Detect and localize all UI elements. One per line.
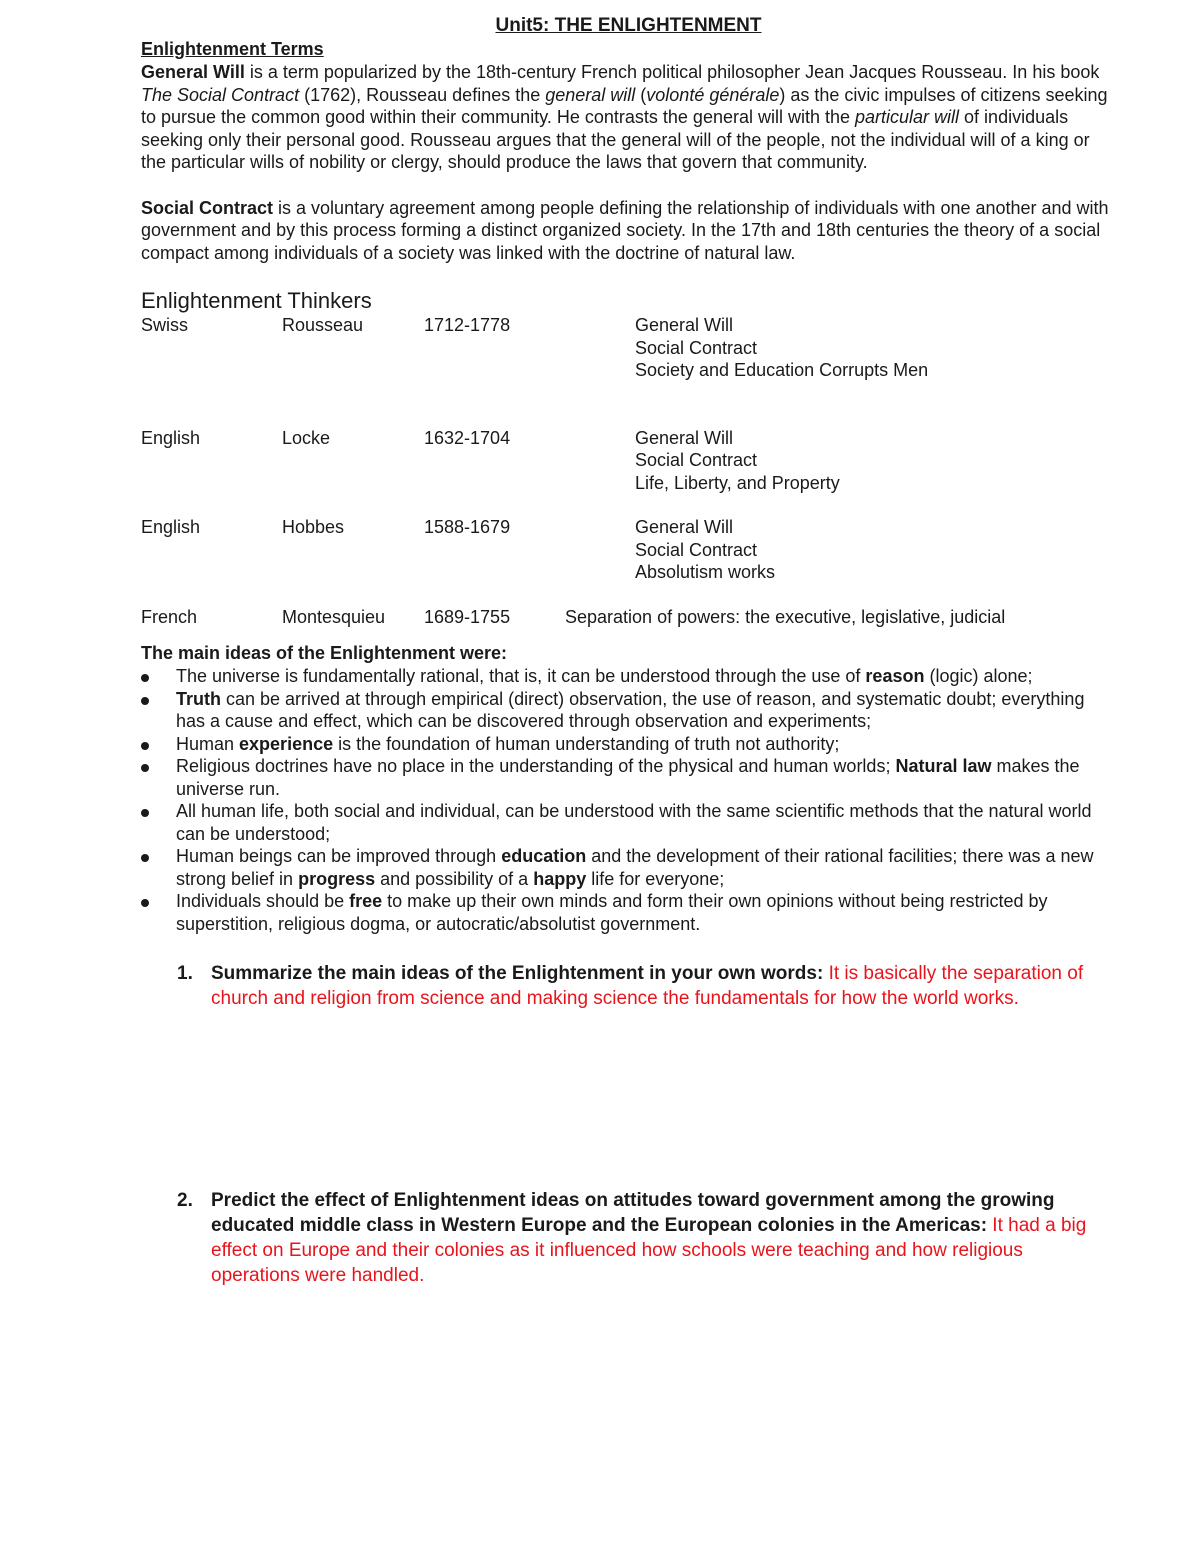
main-ideas-list bbox=[141, 665, 1116, 935]
social-contract-term: Social Contract bbox=[141, 197, 274, 218]
list-item: Human beings can be improved through education and the development of their rational facilities; there was a new strong belief in progress and possibility of a happy life for everyone; bbox=[141, 845, 1116, 890]
worksheet-page bbox=[141, 14, 1116, 1288]
main-ideas-heading: The main ideas of the Enlightenment were: bbox=[141, 643, 508, 663]
general-will-paragraph: General Will is a term popularized by the 18th-century French political philosopher Jean Jacques Rousseau. In his book The Social Contract (1762), Rousseau defines the general will (volonté générale) as the civic impulses of citizens seeking to pursue the common good within their community. He contrasts the general will with the particular will of individuals seeking only their personal good. Rousseau argues that the general will of the people, not the individual will of a king or the particular wills of nobility or clergy, should produce the laws that govern that community. bbox=[141, 62, 1108, 172]
question-2: 2. Predict the effect of Enlightenment ideas on attitudes toward government among the growing educated middle class in Western Europe and the European colonies in the Americas: It had a big effect on Europe and their colonies as it influenced how schools were teaching and how religious operations were handled. bbox=[177, 1190, 1087, 1286]
list-item: Human experience is the foundation of human understanding of truth not authority; bbox=[141, 733, 1116, 756]
thinkers-table bbox=[141, 314, 1105, 628]
list-item: Truth can be arrived at through empirical (direct) observation, the use of reason, and systematic doubt; everything has a cause and effect, which can be discovered through observation and experiments; bbox=[141, 688, 1116, 733]
table-row: French Montesquieu 1689-1755 Separation of powers: the executive, legislative, judicial bbox=[141, 606, 1006, 627]
question-1-answer[interactable]: It is basically the separation of church and religion from science and making science the fundamentals for how the world works. bbox=[211, 963, 1084, 1009]
question-1: 1. Summarize the main ideas of the Enlightenment in your own words: It is basically the separation of church and religion from science and making science the fundamentals for how the world works. bbox=[177, 963, 1084, 1009]
table-row: Swiss Rousseau 1712-1778 General Will Social Contract Society and Education Corrupts Men bbox=[141, 315, 929, 380]
terms-heading: Enlightenment Terms bbox=[141, 39, 324, 59]
list-item: Religious doctrines have no place in the understanding of the physical and human worlds; Natural law makes the universe run. bbox=[141, 755, 1116, 800]
page-title: Unit5: THE ENLIGHTENMENT bbox=[495, 15, 762, 36]
thinkers-heading: Enlightenment Thinkers bbox=[141, 288, 372, 313]
list-item: The universe is fundamentally rational, that is, it can be understood through the use of reason (logic) alone; bbox=[141, 665, 1116, 688]
list-item: All human life, both social and individual, can be understood with the same scientific methods that the natural world can be understood; bbox=[141, 800, 1116, 845]
question-1-prompt: Summarize the main ideas of the Enlightenment in your own words: bbox=[211, 963, 824, 984]
table-row: English Hobbes 1588-1679 General Will Social Contract Absolutism works bbox=[141, 517, 776, 582]
list-item: Individuals should be free to make up their own minds and form their own opinions without being restricted by superstition, religious dogma, or autocratic/absolutist government. bbox=[141, 890, 1116, 935]
question-2-answer[interactable]: It had a big effect on Europe and their colonies as it influenced how schools were teaching and how religious operations were handled. bbox=[211, 1215, 1087, 1286]
table-row: English Locke 1632-1704 General Will Social Contract Life, Liberty, and Property bbox=[141, 427, 840, 493]
question-2-prompt: Predict the effect of Enlightenment ideas on attitudes toward government among the growing educated middle class in Western Europe and the European colonies in the Americas: bbox=[211, 1190, 1055, 1236]
general-will-term: General Will bbox=[141, 62, 245, 82]
social-contract-paragraph: Social Contract is a voluntary agreement among people defining the relationship of individuals with one another and with government and by this process forming a distinct organized society. In the 17th and 18th centuries the theory of a social compact among individuals of a society was linked with the doctrine of natural law. bbox=[141, 197, 1109, 263]
